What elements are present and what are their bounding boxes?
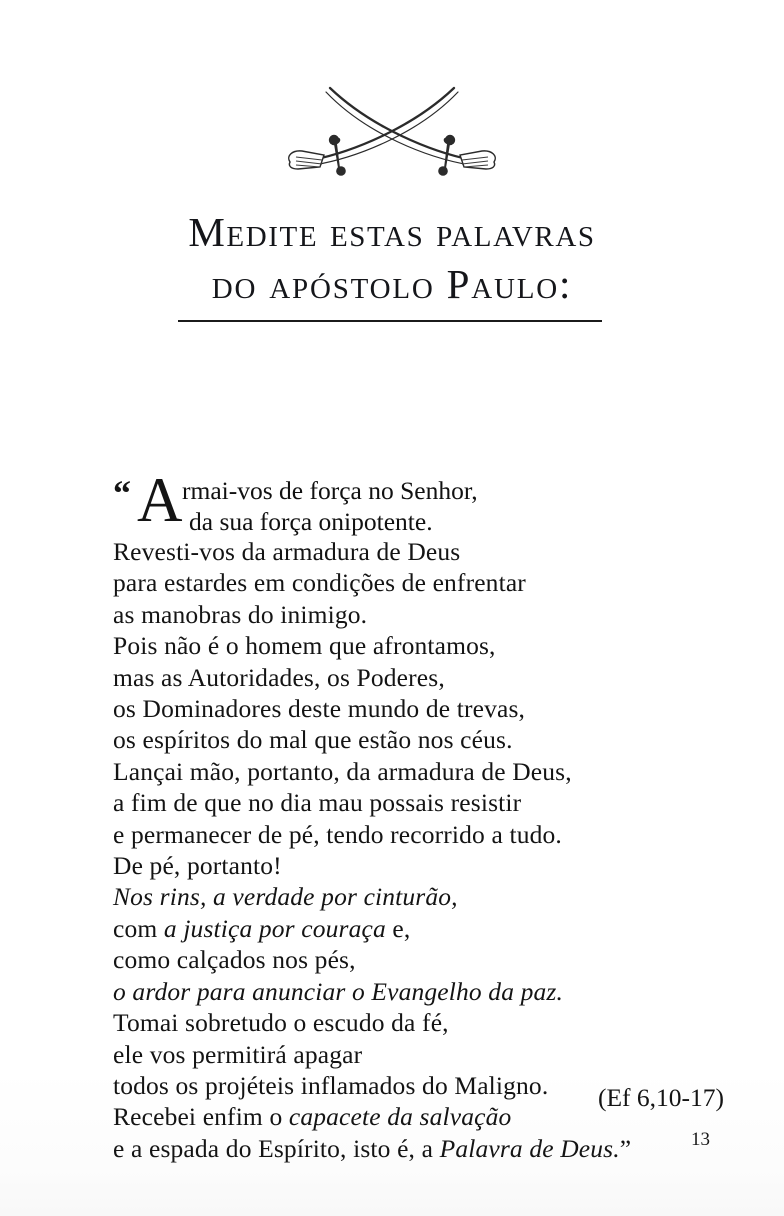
scripture-quotation xyxy=(113,465,753,1164)
quote-line: o ardor para anunciar o Evangelho da paz. xyxy=(113,976,564,1006)
quote-run: capacete da salvação xyxy=(288,1102,512,1132)
quote-line: e permanecer de pé, tendo recorrido a tudo. xyxy=(113,819,562,849)
quote-run: a justiça por couraça xyxy=(163,913,386,943)
quote-run: e, xyxy=(385,913,411,943)
quote-line: mas as Autoridades, os Poderes, xyxy=(113,662,445,692)
quote-line: De pé, portanto! xyxy=(113,851,282,881)
title-divider-rule xyxy=(178,320,602,322)
quote-line: ele vos permitirá apagar xyxy=(113,1039,363,1069)
quote-line: a fim de que no dia mau possais resistir xyxy=(113,788,522,818)
quote-line xyxy=(113,1133,753,1164)
quote-line: as manobras do inimigo. xyxy=(113,599,368,629)
quote-line: todos os projéteis inflamados do Maligno. xyxy=(113,1070,549,1100)
quote-line: para estardes em condições de enfrentar xyxy=(113,568,526,598)
quote-run: Recebei enfim o xyxy=(113,1102,289,1132)
quote-line-2: da sua força onipotente. xyxy=(189,507,433,536)
drop-cap-letter: A xyxy=(137,465,183,535)
quote-run: e a espada do Espírito, isto é, a xyxy=(113,1133,440,1163)
quote-line: como calçados nos pés, xyxy=(113,945,356,975)
quote-line: Tomai sobretudo o escudo da fé, xyxy=(113,1008,449,1038)
quote-run: ” xyxy=(619,1133,632,1163)
quote-line xyxy=(113,913,753,944)
sabre-hilt-left xyxy=(289,135,346,176)
quote-opening xyxy=(113,465,753,536)
quote-line: Pois não é o homem que afrontamos, xyxy=(113,631,496,661)
open-quote-mark: “ xyxy=(113,473,131,513)
crossed-sabres-ornament xyxy=(0,82,784,177)
scripture-citation: (Ef 6,10-17) xyxy=(597,1083,724,1112)
quote-line: Revesti-vos da armadura de Deus xyxy=(113,537,461,566)
quote-line: Nos rins, a verdade por cinturão, xyxy=(113,882,458,912)
quote-run: com xyxy=(113,913,164,943)
page-number: 13 xyxy=(691,1129,710,1150)
page-title xyxy=(0,206,784,310)
quote-run: Palavra de Deus. xyxy=(439,1133,620,1163)
quote-line: Lançai mão, portanto, da armadura de Deus, xyxy=(113,756,572,786)
quote-line: os espíritos do mal que estão nos céus. xyxy=(113,725,513,755)
quote-line-1: rmai-vos de força no Senhor, xyxy=(182,476,478,505)
quote-line-list xyxy=(113,536,753,1164)
page-title-line-2: do apóstolo Paulo: xyxy=(211,261,573,307)
sabre-hilt-right xyxy=(438,135,495,176)
quote-line: os Dominadores deste mundo de trevas, xyxy=(113,694,526,724)
page-title-line-1: Medite estas palavras xyxy=(188,209,596,255)
